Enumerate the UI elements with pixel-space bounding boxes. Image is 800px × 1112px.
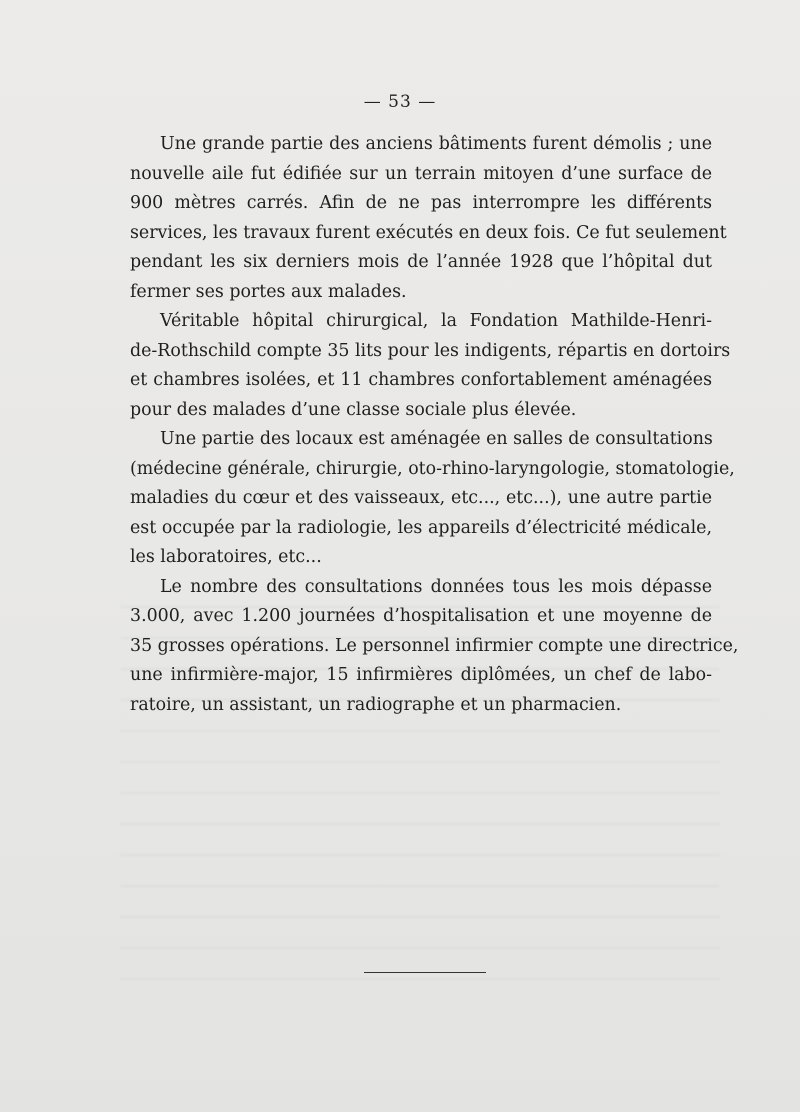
paragraph-1 bbox=[130, 130, 727, 307]
text-line: de-Rothschild compte 35 lits pour les indigents, répartis en dortoirs bbox=[130, 340, 731, 361]
page-number: — 53 — bbox=[363, 92, 437, 112]
text-line: 35 grosses opérations. Le personnel infirmier compte une directrice, bbox=[130, 635, 739, 656]
text-line: et chambres isolées, et 11 chambres confortablement aménagées bbox=[130, 370, 712, 390]
text-line: fermer ses portes aux malades. bbox=[130, 281, 407, 302]
text-line: Véritable hôpital chirurgical, la Fondation Mathilde-Henri- bbox=[160, 311, 712, 331]
text-line: 900 mètres carrés. Afin de ne pas interrompre les différents bbox=[130, 193, 712, 213]
text-line: 3.000, avec 1.200 journées d’hospitalisation et une moyenne de bbox=[130, 606, 712, 626]
paragraph-2 bbox=[130, 307, 731, 425]
text-line: maladies du cœur et des vaisseaux, etc..., etc...), une autre partie bbox=[130, 488, 712, 508]
end-rule bbox=[364, 972, 486, 973]
text-line: est occupée par la radiologie, les appareils d’électricité médicale, bbox=[130, 517, 712, 538]
text-line: Une partie des locaux est aménagée en salles de consultations bbox=[160, 429, 713, 449]
text-line: (médecine générale, chirurgie, oto-rhino-laryngologie, stomatologie, bbox=[130, 458, 735, 479]
text-line: une infirmière-major, 15 infirmières diplômées, un chef de labo- bbox=[130, 665, 712, 685]
text-line: services, les travaux furent exécutés en deux fois. Ce fut seulement bbox=[130, 222, 727, 243]
text-line: pour des malades d’une classe sociale plus élevée. bbox=[130, 399, 577, 420]
text-line: Une grande partie des anciens bâtiments furent démolis ; une bbox=[160, 134, 712, 154]
body-text bbox=[130, 130, 739, 720]
paragraph-4 bbox=[130, 573, 739, 721]
text-line: Le nombre des consultations données tous les mois dépasse bbox=[160, 576, 712, 597]
paragraph-3 bbox=[130, 425, 735, 573]
text-line: les laboratoires, etc... bbox=[130, 547, 322, 567]
text-line: ratoire, un assistant, un radiographe et un pharmacien. bbox=[130, 694, 622, 715]
text-line: pendant les six derniers mois de l’année 1928 que l’hôpital dut bbox=[130, 252, 712, 272]
text-line: nouvelle aile fut édifiée sur un terrain mitoyen d’une surface de bbox=[130, 163, 712, 184]
